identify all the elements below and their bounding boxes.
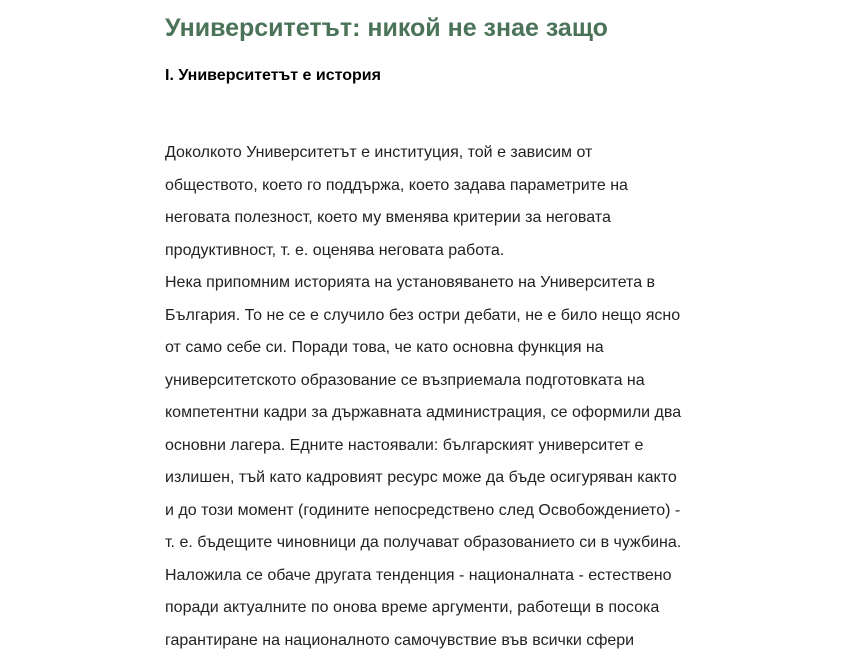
article	[165, 0, 710, 657]
text-line: компетентни кадри за държавната администрация, се оформили два	[165, 397, 710, 430]
text-line: поради актуалните по онова време аргументи, работещи в посока	[165, 592, 710, 625]
text-line: университетското образование се възприемала подготовката на	[165, 365, 710, 398]
text-line: и до този момент (годините непосредствено след Освобождението) -	[165, 495, 710, 528]
text-line: Наложила се обаче другата тенденция - националната - естествено	[165, 560, 710, 593]
text-line: Нека припомним историята на установяването на Университета в	[165, 267, 710, 300]
article-title: Университетът: никой не знае защо	[165, 0, 710, 44]
text-line: т. е. бъдещите чиновници да получават образованието си в чужбина.	[165, 527, 710, 560]
text-line: гарантиране на националното самочувствие във всички сфери	[165, 625, 710, 657]
text-line: излишен, тъй като кадровият ресурс може да бъде осигуряван както	[165, 462, 710, 495]
text-line: България. То не се е случило без остри дебати, не е било нещо ясно	[165, 300, 710, 333]
section-heading: I. Университетът е история	[165, 66, 710, 86]
text-line: от само себе си. Поради това, че като основна функция на	[165, 332, 710, 365]
text-line: Доколкото Университетът е институция, той е зависим от	[165, 137, 710, 170]
text-line: основни лагера. Едните настоявали: българският университет е	[165, 430, 710, 463]
text-line: обществото, което го поддържа, което задава параметрите на	[165, 170, 710, 203]
text-line: неговата полезност, което му вменява критерии за неговата	[165, 202, 710, 235]
article-body	[165, 137, 710, 657]
text-line: продуктивност, т. е. оценява неговата работа.	[165, 235, 710, 268]
